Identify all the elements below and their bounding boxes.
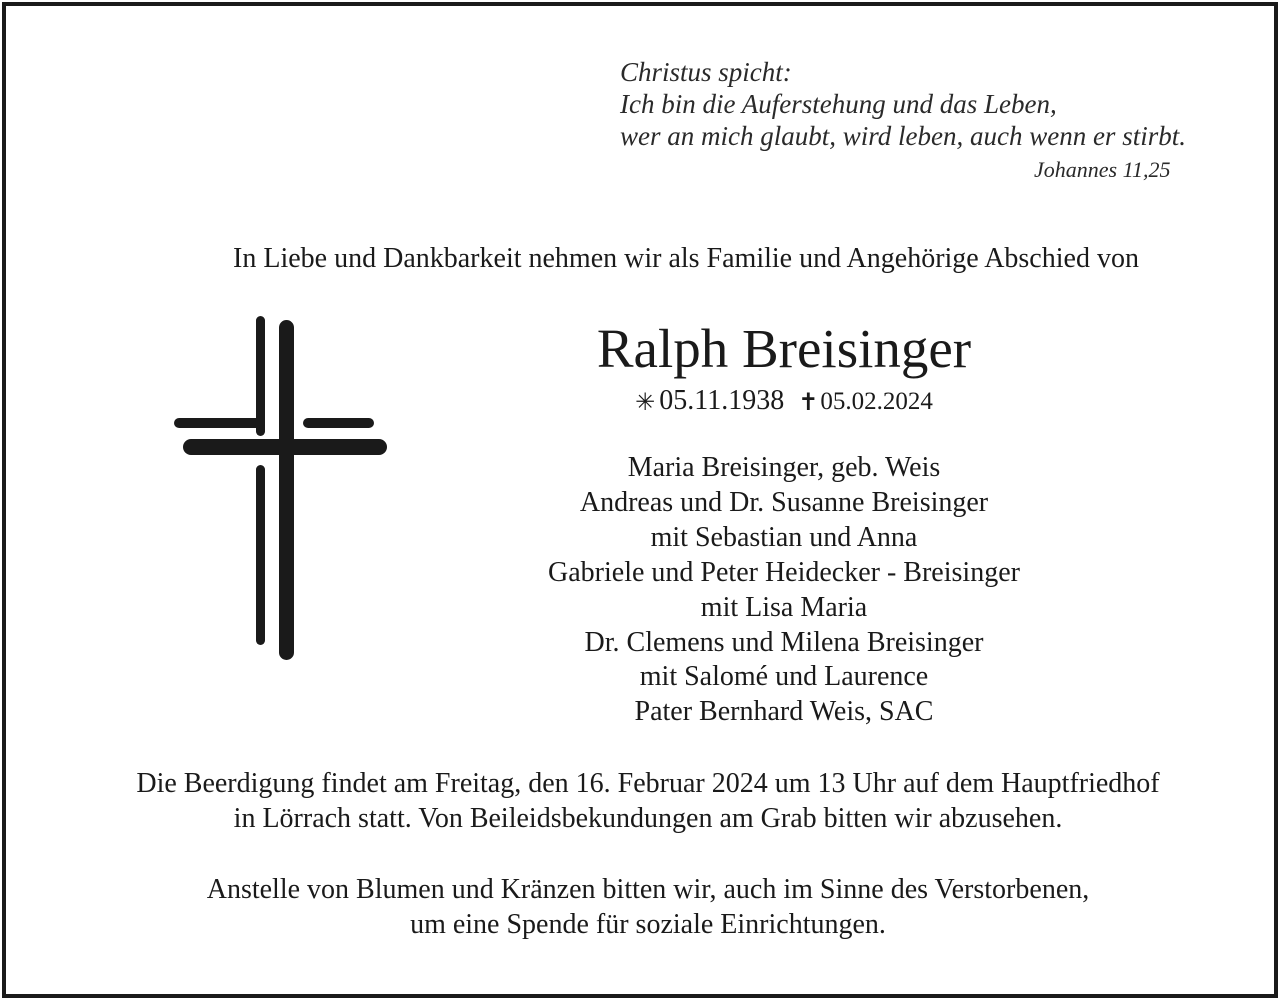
mourner-line: Gabriele und Peter Heidecker - Breisinger bbox=[548, 556, 1020, 588]
cross-strokes bbox=[174, 316, 387, 660]
deceased-name: Ralph Breisinger bbox=[596, 318, 972, 379]
funeral-notice bbox=[46, 766, 1250, 836]
donation-notice-line: um eine Spende für soziale Einrichtungen. bbox=[410, 909, 886, 940]
mourner-line: mit Sebastian und Anna bbox=[650, 521, 918, 553]
death-date: 05.02.2024 bbox=[820, 388, 933, 415]
verse-line: wer an mich glaubt, wird leben, auch wenn er stirbt. bbox=[620, 121, 1186, 151]
mourner-line: Maria Breisinger, geb. Weis bbox=[627, 452, 941, 483]
birth-star-icon: ✳ bbox=[635, 389, 656, 416]
verse-line: Christus spicht: bbox=[620, 57, 792, 87]
donation-notice-line: Anstelle von Blumen und Kränzen bitten wir, auch im Sinne des Verstorbenen, bbox=[206, 874, 1090, 905]
mourner-line: Andreas und Dr. Susanne Breisinger bbox=[579, 486, 989, 518]
life-dates bbox=[584, 384, 984, 420]
funeral-notice-line: Die Beerdigung findet am Freitag, den 16. Februar 2024 um 13 Uhr auf dem Hauptfriedhof bbox=[136, 768, 1160, 799]
death-cross-icon: ✝ bbox=[798, 389, 819, 416]
donation-notice bbox=[46, 872, 1250, 942]
verse-line: Ich bin die Auferstehung und das Leben, bbox=[620, 89, 1057, 119]
birth-date: 05.11.1938 bbox=[659, 385, 785, 416]
mourner-line: mit Lisa Maria bbox=[700, 591, 868, 623]
verse-reference: Johannes 11,25 bbox=[1034, 157, 1171, 182]
mourners-list bbox=[384, 451, 1184, 730]
intro-text: In Liebe und Dankbarkeit nehmen wir als Familie und Angehörige Abschied von bbox=[233, 243, 1139, 274]
mourner-line: mit Salomé und Laurence bbox=[639, 661, 929, 693]
obituary-frame bbox=[2, 2, 1278, 998]
bible-verse bbox=[620, 56, 1260, 152]
mourner-line: Dr. Clemens und Milena Breisinger bbox=[584, 626, 984, 658]
double-line-cross-icon bbox=[166, 308, 396, 668]
funeral-notice-line: in Lörrach statt. Von Beileidsbekundungen am Grab bitten wir abzusehen. bbox=[233, 803, 1063, 834]
mourner-line: Pater Bernhard Weis, SAC bbox=[634, 696, 934, 728]
